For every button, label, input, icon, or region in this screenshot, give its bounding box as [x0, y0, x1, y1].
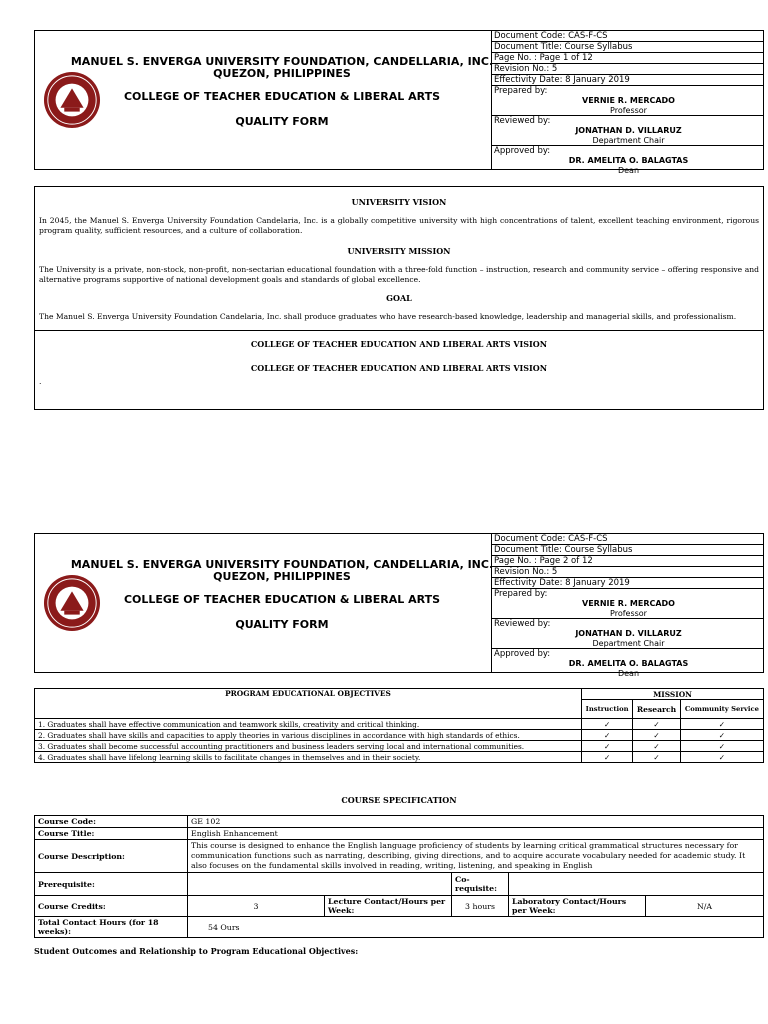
prepared-by-block [491, 589, 763, 619]
table-row [35, 917, 764, 938]
lab-hours-value: N/A [646, 896, 764, 917]
check-mark-icon: ✓ [680, 741, 763, 752]
check-mark-icon: ✓ [582, 752, 633, 763]
check-mark-icon: ✓ [633, 719, 681, 730]
quality-form-label: QUALITY FORM [235, 115, 329, 128]
document-control-block [491, 31, 763, 175]
col-community-service: Community Service [680, 700, 763, 719]
form-header-page-2 [34, 533, 764, 678]
effectivity-date: Effectivity Date: 8 January 2019 [491, 75, 763, 86]
college-name: COLLEGE OF TEACHER EDUCATION & LIBERAL ARTS [123, 593, 441, 606]
course-description-value: This course is designed to enhance the English language proficiency of students by learning critical grammatical structures necessary for communication functions such as narrating, describing, giving directions, and to acquire accurate vocabulary needed for academic study. It also focuses on the fundamental skills involved in reading, writing, listening, and speaking in English [188, 840, 764, 873]
check-mark-icon: ✓ [582, 741, 633, 752]
course-spec-table [34, 815, 764, 938]
university-vision-title: UNIVERSITY VISION [351, 197, 447, 207]
peo-title: PROGRAM EDUCATIONAL OBJECTIVES [35, 689, 582, 719]
table-row [35, 840, 764, 873]
university-location: QUEZON, PHILIPPINES [213, 67, 351, 80]
course-description-label: Course Description: [35, 840, 188, 873]
prepared-by-label: Prepared by: [494, 86, 548, 96]
header-left [35, 31, 492, 169]
table-row [35, 828, 764, 840]
revision-number: Revision No.: 5 [491, 64, 763, 75]
prepared-by-label: Prepared by: [494, 589, 548, 599]
approved-by-name: DR. AMELITA O. BALAGTAS [568, 156, 689, 165]
revision-number: Revision No.: 5 [491, 567, 763, 578]
check-mark-icon: ✓ [633, 730, 681, 741]
approved-by-role: Dean [617, 166, 640, 175]
check-mark-icon: ✓ [680, 752, 763, 763]
university-name: MANUEL S. ENVERGA UNIVERSITY FOUNDATION, CANDELLARIA, INC. [70, 558, 494, 571]
document-title: Document Title: Course Syllabus [491, 42, 763, 53]
university-mission-title: UNIVERSITY MISSION [347, 246, 451, 256]
university-vision-text: In 2045, the Manuel S. Enverga University Foundation Candelaria, Inc. is a globally competitive university with high concentrations of talent, excellent teaching environment, rigorous program quality, sufficient resources, and a culture of collaboration. [39, 216, 759, 235]
check-mark-icon: ✓ [582, 719, 633, 730]
goal-text: The Manuel S. Enverga University Foundation Candelaria, Inc. shall produce graduates who have research-based knowledge, leadership and managerial skills, and professionalism. [39, 312, 737, 321]
approved-by-label: Approved by: [494, 146, 551, 156]
table-row [35, 741, 764, 752]
document-code: Document Code: CAS-F-CS [491, 534, 763, 545]
col-instruction: Instruction [582, 700, 633, 719]
document-control-block [491, 534, 763, 678]
page-number: Page No. : Page 1 of 12 [491, 53, 763, 64]
document-code: Document Code: CAS-F-CS [491, 31, 763, 42]
university-name: MANUEL S. ENVERGA UNIVERSITY FOUNDATION, CANDELLARIA, INC. [70, 55, 494, 68]
table-row [35, 730, 764, 741]
page-number: Page No. : Page 2 of 12 [491, 556, 763, 567]
course-credits-value: 3 [188, 896, 325, 917]
table-row [35, 719, 764, 730]
course-credits-label: Course Credits: [35, 896, 188, 917]
prepared-by-role: Professor [610, 609, 647, 618]
check-mark-icon: ✓ [633, 741, 681, 752]
lecture-hours-value: 3 hours [452, 896, 509, 917]
check-mark-icon: ✓ [633, 752, 681, 763]
course-title-label: Course Title: [35, 828, 188, 840]
course-code-label: Course Code: [35, 816, 188, 828]
table-row [35, 752, 764, 763]
reviewed-by-name: JONATHAN D. VILLARUZ [575, 629, 682, 638]
goal-title: GOAL [386, 293, 412, 303]
prepared-by-name: VERNIE R. MERCADO [582, 599, 675, 608]
document-title: Document Title: Course Syllabus [491, 545, 763, 556]
course-code-value: GE 102 [188, 816, 764, 828]
corequisite-label: Co-requisite: [452, 873, 509, 896]
lecture-hours-label: Lecture Contact/Hours per Week: [325, 896, 452, 917]
check-mark-icon: ✓ [582, 730, 633, 741]
approved-by-role: Dean [617, 669, 640, 678]
table-row [35, 896, 764, 917]
col-research: Research [633, 700, 681, 719]
peo-item: 4. Graduates shall have lifelong learning skills to facilitate changes in themselves and in their society. [35, 752, 582, 763]
vision-mission-box [34, 186, 764, 410]
approved-by-block [491, 649, 763, 678]
prepared-by-block [491, 86, 763, 116]
college-name: COLLEGE OF TEACHER EDUCATION & LIBERAL ARTS [123, 90, 441, 103]
prerequisite-label: Prerequisite: [35, 873, 188, 896]
reviewed-by-label: Reviewed by: [494, 619, 551, 629]
reviewed-by-role: Department Chair [592, 136, 665, 145]
table-row [35, 816, 764, 828]
reviewed-by-label: Reviewed by: [494, 116, 551, 126]
section-divider [35, 330, 763, 331]
peo-item: 1. Graduates shall have effective communication and teamwork skills, creativity and critical thinking. [35, 719, 582, 730]
course-specification-title: COURSE SPECIFICATION [341, 795, 457, 805]
prerequisite-value [188, 873, 452, 896]
reviewed-by-role: Department Chair [592, 639, 665, 648]
table-row [35, 873, 764, 896]
header-left [35, 534, 492, 672]
peo-item: 2. Graduates shall have skills and capacities to apply theories in various disciplines in accordance with high standards of ethics. [35, 730, 582, 741]
peo-header-row [35, 689, 764, 700]
prepared-by-role: Professor [610, 106, 647, 115]
student-outcomes-heading: Student Outcomes and Relationship to Program Educational Objectives: [34, 946, 359, 956]
university-mission-text: The University is a private, non-stock, non-profit, non-sectarian educational foundation with a three-fold function – instruction, research and community service – offering responsive and alternative programs supportive of national development goals and standards of global excellence. [39, 265, 759, 284]
prepared-by-name: VERNIE R. MERCADO [582, 96, 675, 105]
reviewed-by-block [491, 619, 763, 649]
university-location: QUEZON, PHILIPPINES [213, 570, 351, 583]
total-hours-value: 54 Ours [188, 917, 764, 938]
check-mark-icon: ✓ [680, 719, 763, 730]
approved-by-block [491, 146, 763, 175]
approved-by-name: DR. AMELITA O. BALAGTAS [568, 659, 689, 668]
form-header-page-1 [34, 30, 764, 175]
check-mark-icon: ✓ [680, 730, 763, 741]
quality-form-label: QUALITY FORM [235, 618, 329, 631]
college-vision-title-1: COLLEGE OF TEACHER EDUCATION AND LIBERAL ARTS VISION [250, 339, 548, 349]
corequisite-value [509, 873, 764, 896]
mission-header: MISSION [582, 689, 764, 700]
stray-mark: . [39, 377, 42, 386]
effectivity-date: Effectivity Date: 8 January 2019 [491, 578, 763, 589]
peo-item: 3. Graduates shall become successful accounting practitioners and business leaders serving local and international communities. [35, 741, 582, 752]
total-hours-label: Total Contact Hours (for 18 weeks): [35, 917, 188, 938]
reviewed-by-block [491, 116, 763, 146]
college-vision-title-2: COLLEGE OF TEACHER EDUCATION AND LIBERAL ARTS VISION [250, 363, 548, 373]
lab-hours-label: Laboratory Contact/Hours per Week: [509, 896, 646, 917]
peo-table [34, 688, 764, 763]
approved-by-label: Approved by: [494, 649, 551, 659]
reviewed-by-name: JONATHAN D. VILLARUZ [575, 126, 682, 135]
course-title-value: English Enhancement [188, 828, 764, 840]
